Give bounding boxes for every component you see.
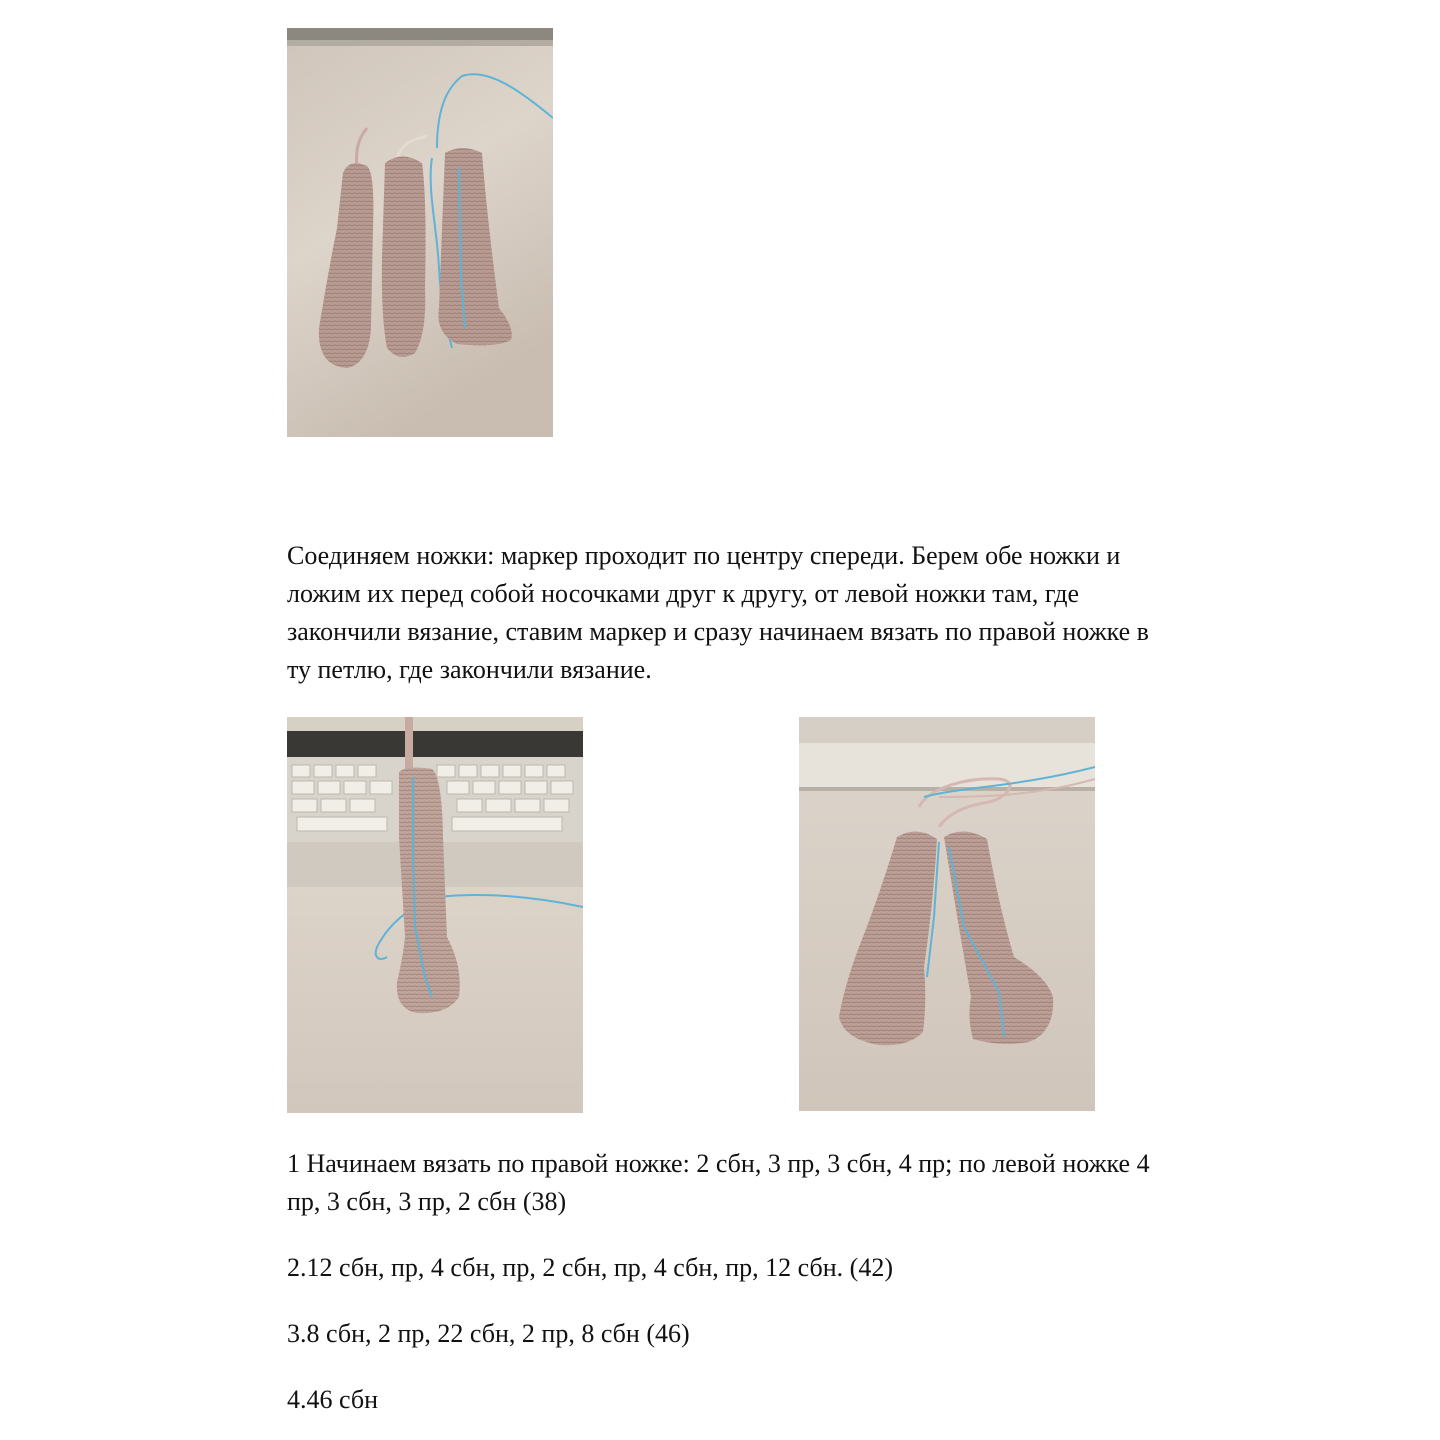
photo-two-legs-joined: [799, 717, 1095, 1111]
photo-three-legs: [287, 28, 553, 437]
pattern-row-4: [287, 1381, 1262, 1419]
text-line: 1 Начинаем вязать по правой ножке: 2 сбн, 3 пр, 3 сбн, 4 пр; по левой ножке 4: [287, 1149, 1150, 1178]
pattern-row-2: [287, 1249, 1262, 1287]
intro-paragraph: [287, 537, 1262, 689]
text-line: 2.12 сбн, пр, 4 сбн, пр, 2 сбн, пр, 4 сбн, пр, 12 сбн. (42): [287, 1253, 893, 1282]
pattern-row-1: [287, 1145, 1262, 1221]
text-line: ложим их перед собой носочками друг к другу, от левой ножки там, где: [287, 579, 1080, 608]
text-line: 4.46 сбн: [287, 1385, 378, 1414]
text-line: 3.8 сбн, 2 пр, 22 сбн, 2 пр, 8 сбн (46): [287, 1319, 690, 1348]
text-line: пр, 3 сбн, 3 пр, 2 сбн (38): [287, 1187, 567, 1216]
photo-single-leg: [287, 717, 583, 1113]
text-line: закончили вязание, ставим маркер и сразу начинаем вязать по правой ножке в: [287, 617, 1149, 646]
pattern-row-3: [287, 1315, 1262, 1353]
text-line: Соединяем ножки: маркер проходит по центру спереди. Берем обе ножки и: [287, 541, 1121, 570]
text-line: ту петлю, где закончили вязание.: [287, 655, 652, 684]
